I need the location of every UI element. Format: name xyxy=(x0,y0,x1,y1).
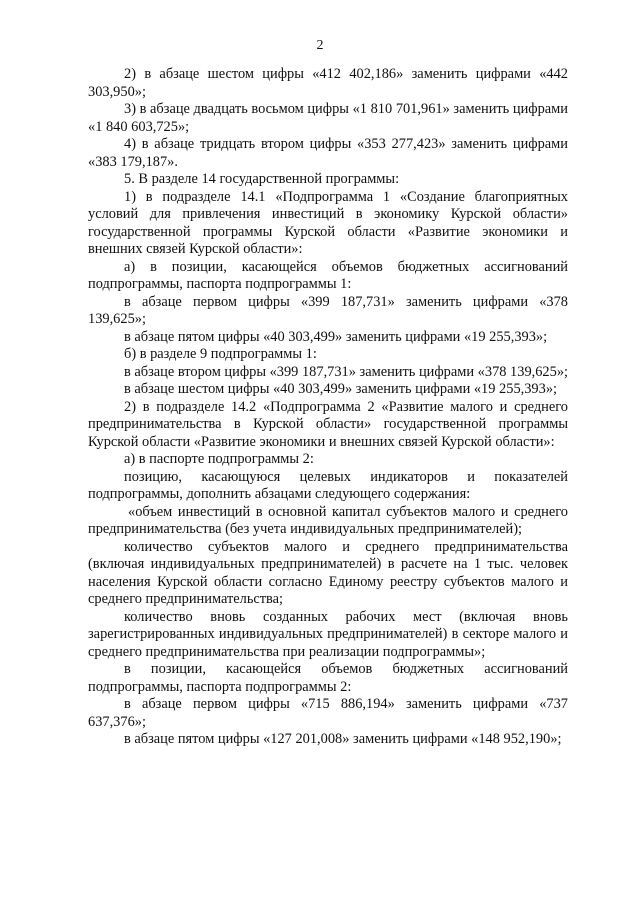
paragraph: 1) в подразделе 14.1 «Подпрограмма 1 «Создание благоприятных условий для привлечения инвестиций в экономику Курской области» государственной программы Курской области «Развитие экономики и внешних связей Курской области»: xyxy=(88,188,568,257)
paragraph: в абзаце первом цифры «399 187,731» заменить цифрами «378 139,625»; xyxy=(88,293,568,327)
paragraph: 2) в абзаце шестом цифры «412 402,186» заменить цифрами «442 303,950»; xyxy=(88,66,568,100)
paragraph: количество субъектов малого и среднего предпринимательства (включая индивидуальных предпринимателей) в расчете на 1 тыс. человек населения Курской области согласно Единому реестру субъектов малого и среднего предпринимательства; xyxy=(88,538,568,607)
page-number: 2 xyxy=(316,38,324,53)
paragraph: а) в позиции, касающейся объемов бюджетных ассигнований подпрограммы, паспорта подпрограммы 1: xyxy=(88,258,568,292)
paragraph: в абзаце шестом цифры «40 303,499» заменить цифрами «19 255,393»; xyxy=(124,381,558,397)
paragraph: количество вновь созданных рабочих мест (включая вновь зарегистрированных индивидуальных предпринимателей) в секторе малого и среднего предпринимательства при реализации подпрограммы»; xyxy=(88,608,568,660)
paragraph: 2) в подразделе 14.2 «Подпрограмма 2 «Развитие малого и среднего предпринимательства в Курской области» государственной программы Курской области «Развитие экономики и внешних связей Курской области»: xyxy=(88,398,568,450)
paragraph: в позиции, касающейся объемов бюджетных ассигнований подпрограммы, паспорта подпрограммы 2: xyxy=(88,661,568,695)
paragraph: а) в паспорте подпрограммы 2: xyxy=(124,451,314,467)
paragraph: б) в разделе 9 подпрограммы 1: xyxy=(124,346,317,362)
paragraph: 3) в абзаце двадцать восьмом цифры «1 810 701,961» заменить цифрами «1 840 603,725»; xyxy=(88,101,568,135)
paragraph: в абзаце втором цифры «399 187,731» заменить цифрами «378 139,625»; xyxy=(124,363,569,380)
paragraph: «объем инвестиций в основной капитал субъектов малого и среднего предпринимательства (без учета индивидуальных предпринимателей); xyxy=(88,503,568,537)
paragraph: 5. В разделе 14 государственной программы: xyxy=(124,171,400,187)
document-body xyxy=(88,66,568,749)
paragraph: в абзаце первом цифры «715 886,194» заменить цифрами «737 637,376»; xyxy=(88,696,568,730)
paragraph: позицию, касающуюся целевых индикаторов и показателей подпрограммы, дополнить абзацами следующего содержания: xyxy=(88,468,568,502)
paragraph: в абзаце пятом цифры «40 303,499» заменить цифрами «19 255,393»; xyxy=(124,328,548,345)
paragraph: в абзаце пятом цифры «127 201,008» заменить цифрами «148 952,190»; xyxy=(124,731,562,747)
paragraph: 4) в абзаце тридцать втором цифры «353 277,423» заменить цифрами «383 179,187». xyxy=(88,136,568,170)
